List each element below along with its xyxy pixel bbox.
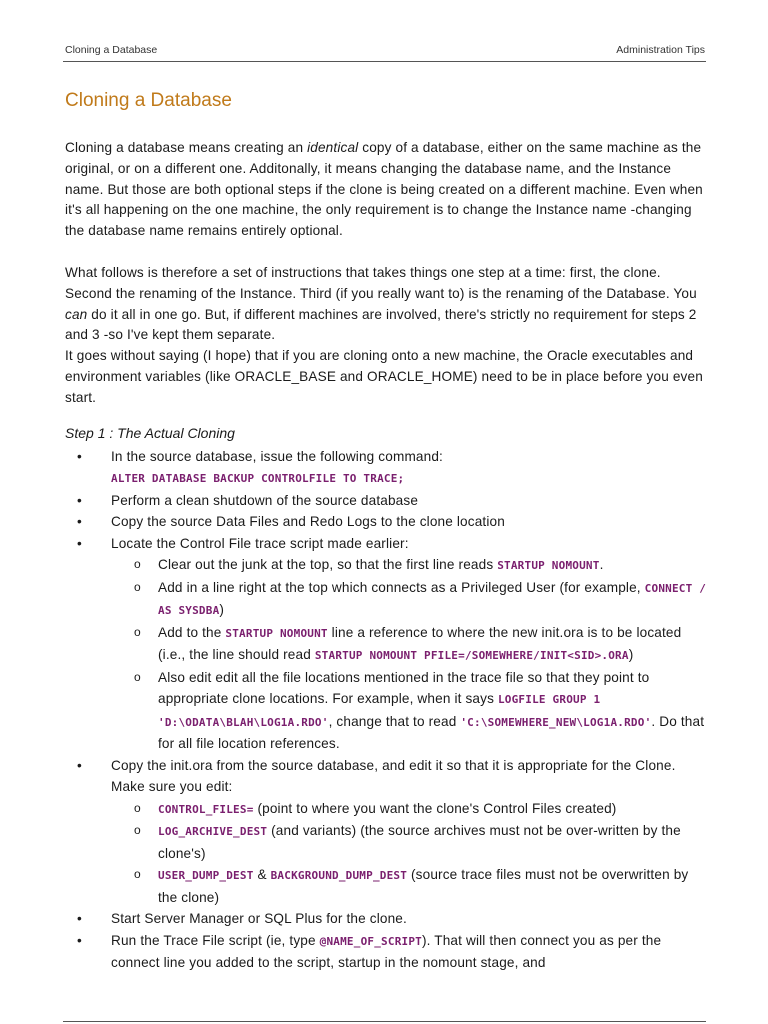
sub-list-item: o LOG_ARCHIVE_DEST (and variants) (the source archives must not be over-written by the clone's): [111, 820, 710, 864]
code-snippet: BACKGROUND_DUMP_DEST: [270, 869, 408, 883]
footer-rule: [63, 1021, 706, 1022]
header-rule: [63, 61, 706, 62]
list-item: • Start Server Manager or SQL Plus for the clone.: [65, 908, 710, 930]
code-snippet: USER_DUMP_DEST: [158, 869, 254, 883]
list-item: • Copy the init.ora from the source database, and edit it so that it is appropriate for the Clone. Make sure you edit: o CONTROL_FILES= (point to where you want the clone's Control Files created) o LOG_ARCHIVE_DEST (and variants) (the source archives must not be over-written by the clone's) o USER_DUMP_DEST & BACKGROUND_DUMP_DEST (source trace files must not be overwritten by the clone): [65, 755, 710, 909]
sub-list-item: o Clear out the junk at the top, so that the first line reads STARTUP NOMOUNT.: [111, 554, 710, 577]
header-left: Cloning a Database: [65, 44, 158, 56]
sub-list-item: o USER_DUMP_DEST & BACKGROUND_DUMP_DEST (source trace files must not be overwritten by the clone): [111, 864, 710, 908]
code-snippet: 'C:\SOMEWHERE_NEW\LOG1A.RDO': [460, 715, 652, 729]
list-item: • Locate the Control File trace script made earlier: o Clear out the junk at the top, so that the first line reads STARTUP NOMOUNT. o Add in a line right at the top which connects as a Privileged User (for example, CONNECT / AS SYSDBA) o Add to the STARTUP NOMOUNT line a reference to where the new init.ora is to be located (i.e., the line should read STARTUP NOMOUNT PFILE=/SOMEWHERE/INIT<SID>.ORA) o Also edit edit all the file locations mentioned in the trace file so that they point to appropriate clone locations. For example, when it says LOGFILE GROUP 1 'D:\ODATA\BLAH\LOG1A.RDO', change that to read 'C:\SOMEWHERE_NEW\LOG1A.RDO'. Do that for all file location references.: [65, 533, 710, 755]
list-item: • Copy the source Data Files and Redo Logs to the clone location: [65, 511, 710, 533]
sub-list: [111, 554, 710, 755]
bullet-icon: •: [77, 911, 82, 927]
sub-bullet-icon: o: [134, 579, 141, 594]
code-snippet: CONNECT / AS SYSDBA: [158, 581, 707, 618]
overview-paragraph-extra: It goes without saying (I hope) that if you are cloning onto a new machine, the Oracle executables and environment variables (like ORACLE_BASE and ORACLE_HOME) need to be in place before you even start.: [65, 348, 703, 405]
bullet-icon: •: [77, 757, 82, 773]
sub-list-item: o Also edit edit all the file locations mentioned in the trace file so that they point to appropriate clone locations. For example, when it says LOGFILE GROUP 1 'D:\ODATA\BLAH\LOG1A.RDO', change that to read 'C:\SOMEWHERE_NEW\LOG1A.RDO'. Do that for all file location references.: [111, 667, 710, 755]
code-snippet: ALTER DATABASE BACKUP CONTROLFILE TO TRACE;: [111, 472, 405, 486]
sub-list-item: o CONTROL_FILES= (point to where you want the clone's Control Files created): [111, 798, 710, 821]
sub-list-item: o Add in a line right at the top which connects as a Privileged User (for example, CONNECT / AS SYSDBA): [111, 577, 710, 622]
sub-bullet-icon: o: [134, 867, 141, 882]
list-item: • In the source database, issue the following command: ALTER DATABASE BACKUP CONTROLFILE TO TRACE;: [65, 446, 710, 490]
list-item: • Perform a clean shutdown of the source database: [65, 490, 710, 512]
bullet-icon: •: [77, 448, 82, 464]
sub-bullet-icon: o: [134, 557, 141, 572]
intro-paragraph: Cloning a database means creating an identical copy of a database, either on the same machine as the original, or on a different one. Additonally, it means changing the database name, and the Instance name. But those are both optional steps if the clone is being created on a different machine. Even when it's all happening on the one machine, the only requirement is to change the Instance name -changing the database name remains entirely optional.: [65, 140, 703, 239]
code-snippet: STARTUP NOMOUNT: [497, 559, 600, 573]
sub-bullet-icon: o: [134, 800, 141, 815]
sub-list-item: o Add to the STARTUP NOMOUNT line a reference to where the new init.ora is to be located (i.e., the line should read STARTUP NOMOUNT PFILE=/SOMEWHERE/INIT<SID>.ORA): [111, 622, 710, 667]
bullet-icon: •: [77, 514, 82, 530]
page-header: [65, 44, 705, 60]
header-right: Administration Tips: [616, 44, 705, 56]
list-item: • Run the Trace File script (ie, type @NAME_OF_SCRIPT). That will then connect you as per the connect line you added to the script, startup in the nomount stage, and: [65, 930, 710, 974]
bullet-icon: •: [77, 932, 82, 948]
code-snippet: LOG_ARCHIVE_DEST: [158, 825, 268, 839]
code-snippet: CONTROL_FILES=: [158, 802, 254, 816]
page-title: Cloning a Database: [65, 90, 232, 111]
document-body: [65, 90, 710, 974]
overview-paragraph: What follows is therefore a set of instructions that takes things one step at a time: first, the clone. Second the renaming of the Instance. Third (if you really want to) is the renaming of the Database. You can do it all in one go. But, if different machines are involved, there's strictly no requirement for steps 2 and 3 -so I've kept them separate. It goes without saying (I hope) that if you are cloning onto a new machine, the Oracle executables and environment variables (like ORACLE_BASE and ORACLE_HOME) need to be in place before you even start.: [65, 264, 703, 405]
sub-bullet-icon: o: [134, 624, 141, 639]
bullet-icon: •: [77, 492, 82, 508]
code-snippet: @NAME_OF_SCRIPT: [319, 934, 422, 948]
sub-list: [111, 798, 710, 909]
code-snippet: STARTUP NOMOUNT: [225, 626, 328, 640]
step-1-list: [65, 446, 710, 974]
sub-bullet-icon: o: [134, 669, 141, 684]
sub-bullet-icon: o: [134, 823, 141, 838]
bullet-icon: •: [77, 535, 82, 551]
step-1-heading: Step 1 : The Actual Cloning: [65, 424, 235, 441]
code-snippet: STARTUP NOMOUNT PFILE=/SOMEWHERE/INIT<SID>.ORA: [314, 649, 629, 663]
code-snippet: LOGFILE GROUP 1 'D:\ODATA\BLAH\LOG1A.RDO': [158, 693, 601, 729]
